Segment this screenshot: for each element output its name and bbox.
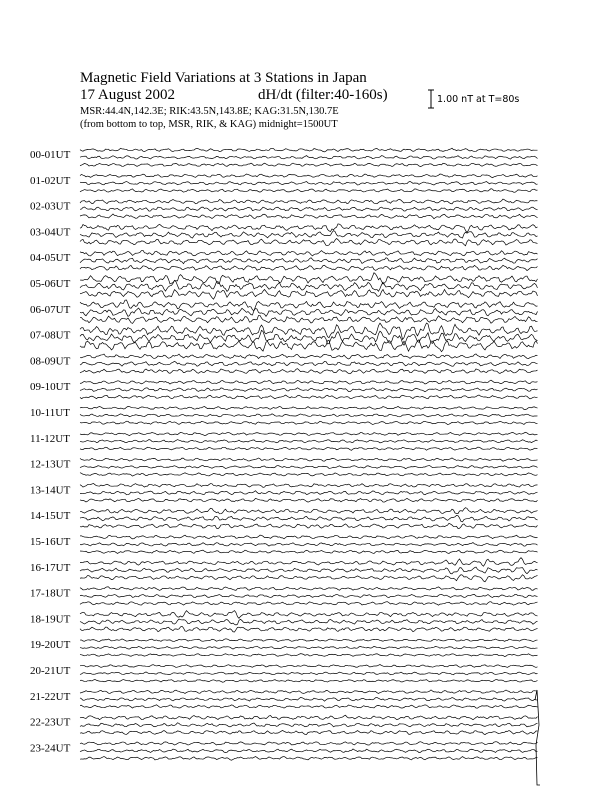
trace-kag: [80, 715, 538, 719]
hour-row: [30, 273, 538, 300]
trace-msr: [80, 602, 538, 605]
traces-layer: [30, 148, 540, 785]
end-spike-trace: [535, 690, 540, 785]
hour-row: [30, 535, 538, 553]
station-coordinates: MSR:44.4N,142.3E; RIK:43.5N,143.8E; KAG:31.5N,130.7E: [80, 106, 339, 117]
scale-bar: [428, 90, 434, 108]
trace-msr: [80, 498, 538, 502]
row-label: 04-05UT: [30, 252, 71, 265]
hour-row: [30, 742, 538, 761]
trace-msr: [80, 654, 538, 657]
row-label: 20-21UT: [30, 665, 71, 677]
trace-kag: [80, 484, 538, 488]
hour-row: [30, 380, 538, 399]
trace-rik: [80, 594, 538, 597]
trace-rik: [80, 491, 538, 495]
trace-msr: [80, 265, 538, 270]
trace-msr: [80, 369, 538, 374]
trace-rik: [80, 388, 538, 392]
hour-row: [30, 148, 538, 166]
trace-kag: [80, 432, 538, 435]
trace-rik: [80, 440, 538, 443]
trace-msr: [80, 705, 538, 708]
trace-rik: [80, 723, 538, 727]
trace-rik: [80, 515, 538, 521]
hour-row: [30, 300, 538, 323]
trace-msr: [80, 523, 538, 528]
trace-rik: [80, 567, 538, 574]
trace-kag: [80, 535, 538, 539]
row-label: 17-18UT: [30, 587, 71, 600]
trace-rik: [80, 308, 538, 316]
trace-order-note: (from bottom to top, MSR, RIK, & KAG) midnight=1500UT: [80, 119, 338, 130]
trace-rik: [80, 414, 538, 417]
trace-kag: [80, 458, 538, 461]
trace-kag: [80, 639, 538, 642]
trace-rik: [80, 207, 538, 211]
row-label: 10-11UT: [30, 407, 70, 419]
trace-kag: [80, 690, 538, 694]
row-label: 18-19UT: [30, 613, 71, 626]
trace-rik: [80, 672, 538, 675]
hour-row: [30, 224, 538, 246]
trace-kag: [80, 508, 538, 514]
chart-title: Magnetic Field Variations at 3 Stations in Japan: [80, 70, 367, 86]
row-label: 06-07UT: [30, 303, 71, 316]
trace-rik: [80, 543, 538, 547]
trace-msr: [80, 575, 538, 582]
trace-kag: [80, 224, 538, 232]
trace-kag: [80, 300, 538, 311]
trace-rik: [80, 646, 538, 649]
filter-label: dH/dt (filter:40-160s): [258, 87, 388, 103]
trace-rik: [80, 361, 538, 366]
hour-row: [30, 611, 538, 632]
trace-kag: [80, 148, 538, 152]
row-label: 23-24UT: [30, 742, 71, 755]
row-label: 16-17UT: [30, 561, 71, 574]
row-label: 15-16UT: [30, 536, 71, 548]
row-label: 07-08UT: [30, 329, 71, 342]
trace-msr: [80, 163, 538, 166]
row-label: 00-01UT: [30, 149, 71, 161]
trace-kag: [80, 354, 538, 359]
row-label: 12-13UT: [30, 458, 71, 471]
hour-row: [30, 715, 538, 734]
trace-msr: [80, 756, 538, 760]
trace-msr: [80, 189, 538, 193]
trace-rik: [80, 156, 538, 160]
scale-label: 1.00 nT at T=80s: [437, 94, 520, 105]
trace-rik: [80, 619, 538, 625]
row-label: 02-03UT: [30, 200, 71, 213]
trace-msr: [80, 447, 538, 450]
hour-row: [30, 484, 538, 503]
hour-row: [30, 432, 538, 450]
hour-row: [30, 354, 538, 374]
row-label: 19-20UT: [30, 639, 71, 652]
hour-row: [30, 587, 538, 605]
date-label: 17 August 2002: [80, 87, 176, 103]
trace-kag: [80, 199, 538, 204]
row-label: 22-23UT: [30, 716, 71, 729]
row-label: 03-04UT: [30, 226, 71, 239]
trace-kag: [80, 273, 538, 284]
trace-msr: [80, 289, 538, 299]
trace-msr: [80, 626, 538, 632]
trace-rik: [80, 697, 538, 701]
hour-row: [30, 508, 538, 529]
hour-row: [30, 558, 538, 582]
row-label: 08-09UT: [30, 355, 71, 368]
trace-msr: [80, 421, 538, 424]
trace-msr: [80, 395, 538, 399]
hour-row: [30, 690, 538, 708]
trace-kag: [80, 406, 538, 409]
trace-kag: [80, 380, 538, 384]
trace-msr: [80, 473, 538, 476]
trace-rik: [80, 181, 538, 185]
trace-msr: [80, 730, 538, 734]
hour-row: [30, 458, 538, 476]
trace-msr: [80, 550, 538, 553]
trace-kag: [80, 174, 538, 178]
hour-row: [30, 665, 538, 683]
trace-kag: [80, 742, 538, 745]
trace-msr: [80, 214, 538, 219]
trace-rik: [80, 231, 538, 239]
row-label: 05-06UT: [30, 278, 71, 290]
hour-row: [30, 639, 538, 657]
row-label: 01-02UT: [30, 174, 71, 187]
trace-rik: [80, 749, 538, 753]
hour-row: [30, 406, 538, 424]
row-label: 13-14UT: [30, 484, 71, 497]
row-label: 09-10UT: [30, 381, 71, 394]
row-label: 11-12UT: [30, 432, 70, 445]
hour-row: [30, 323, 538, 352]
hour-row: [30, 199, 538, 219]
row-label: 21-22UT: [30, 690, 71, 703]
hour-row: [30, 250, 538, 270]
trace-msr: [80, 679, 538, 682]
trace-kag: [80, 558, 538, 567]
trace-kag: [80, 250, 538, 256]
hour-row: [30, 174, 538, 192]
trace-msr: [80, 238, 538, 245]
trace-kag: [80, 611, 538, 619]
trace-kag: [80, 665, 538, 668]
trace-rik: [80, 258, 538, 264]
trace-msr: [80, 315, 538, 323]
trace-kag: [80, 587, 538, 591]
trace-rik: [80, 330, 538, 345]
trace-rik: [80, 465, 538, 468]
row-label: 14-15UT: [30, 510, 71, 523]
